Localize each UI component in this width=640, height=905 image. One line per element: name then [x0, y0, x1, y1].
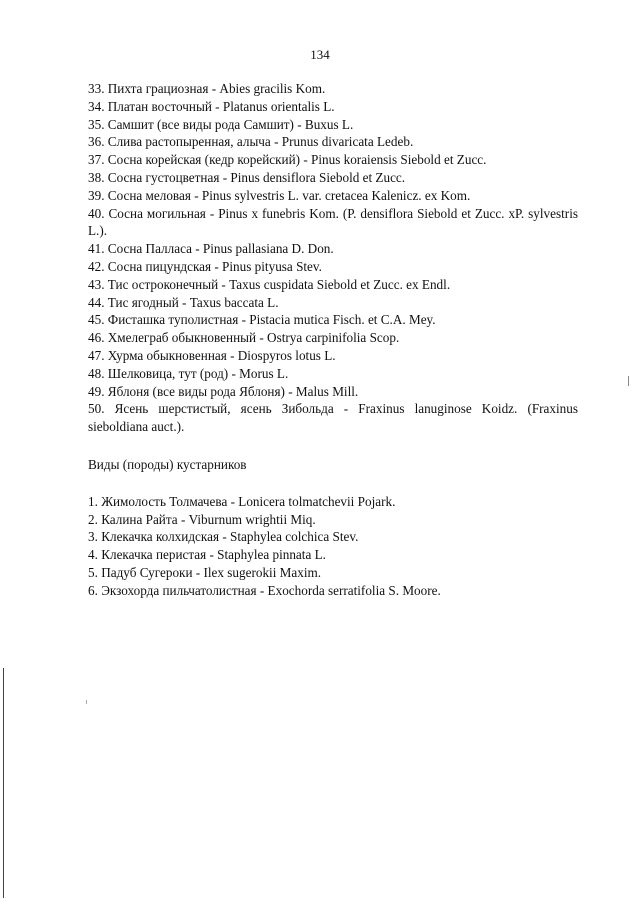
shrub-species-list: [88, 493, 578, 600]
list-item: 48. Шелковица, тут (род) - Morus L.: [88, 365, 289, 381]
list-item: 47. Хурма обыкновенная - Diospyros lotus L.: [88, 347, 336, 363]
list-item: 46. Хмелеграб обыкновенный - Ostrya carpinifolia Scop.: [88, 330, 400, 346]
list-item: 42. Сосна пицундская - Pinus pityusa Stev.: [88, 258, 322, 274]
list-item: 2. Калина Райта - Viburnum wrightii Miq.: [88, 511, 316, 527]
scan-edge-mark: [628, 376, 629, 386]
list-item: 36. Слива растопыренная, алыча - Prunus divaricata Ledeb.: [88, 134, 414, 150]
page-number: 134: [310, 47, 330, 62]
list-item: 49. Яблоня (все виды рода Яблоня) - Malus Mill.: [88, 383, 359, 399]
list-item: 1. Жимолость Толмачева - Lonicera tolmatchevii Pojark.: [88, 493, 396, 509]
scan-edge-mark: [3, 668, 4, 898]
list-item: 35. Самшит (все виды рода Самшит) - Buxus L.: [88, 116, 354, 132]
document-body: [88, 80, 578, 600]
list-item: 40. Сосна могильная - Pinus x funebris Kom. (P. densiflora Siebold et Zucc. xP. sylvestris L.).: [88, 205, 578, 239]
list-item: 45. Фисташка туполистная - Pistacia mutica Fisch. et C.A. Mey.: [88, 312, 436, 328]
tree-species-list: [88, 80, 578, 436]
list-item: 3. Клекачка колхидская - Staphylea colchica Stev.: [88, 529, 359, 545]
list-item: 37. Сосна корейская (кедр корейский) - Pinus koraiensis Siebold et Zucc.: [88, 152, 487, 168]
list-item: 4. Клекачка перистая - Staphylea pinnata L.: [88, 547, 326, 563]
list-item: 43. Тис остроконечный - Taxus cuspidata Siebold et Zucc. ex Endl.: [88, 276, 451, 292]
list-item: 50. Ясень шерстистый, ясень Зибольда - Fraxinus lanuginose Koidz. (Fraxinus sieboldiana auct.).: [88, 401, 578, 435]
list-item: 38. Сосна густоцветная - Pinus densiflora Siebold et Zucc.: [88, 169, 406, 185]
list-item: 5. Падуб Сугероки - Ilex sugerokii Maxim.: [88, 564, 322, 580]
list-item: 41. Сосна Палласа - Pinus pallasiana D. Don.: [88, 241, 334, 257]
list-item: 39. Сосна меловая - Pinus sylvestris L. var. cretacea Kalenicz. ex Kom.: [88, 187, 471, 203]
section-heading-shrubs: Виды (породы) кустарников: [88, 456, 247, 472]
list-item: 6. Экзохорда пильчатолистная - Exochorda serratifolia S. Moore.: [88, 582, 441, 598]
list-item: 34. Платан восточный - Platanus orientalis L.: [88, 98, 335, 114]
list-item: 44. Тис ягодный - Taxus baccata L.: [88, 294, 279, 310]
scan-speck: [86, 700, 87, 704]
list-item: 33. Пихта грациозная - Abies gracilis Kom.: [88, 81, 326, 96]
